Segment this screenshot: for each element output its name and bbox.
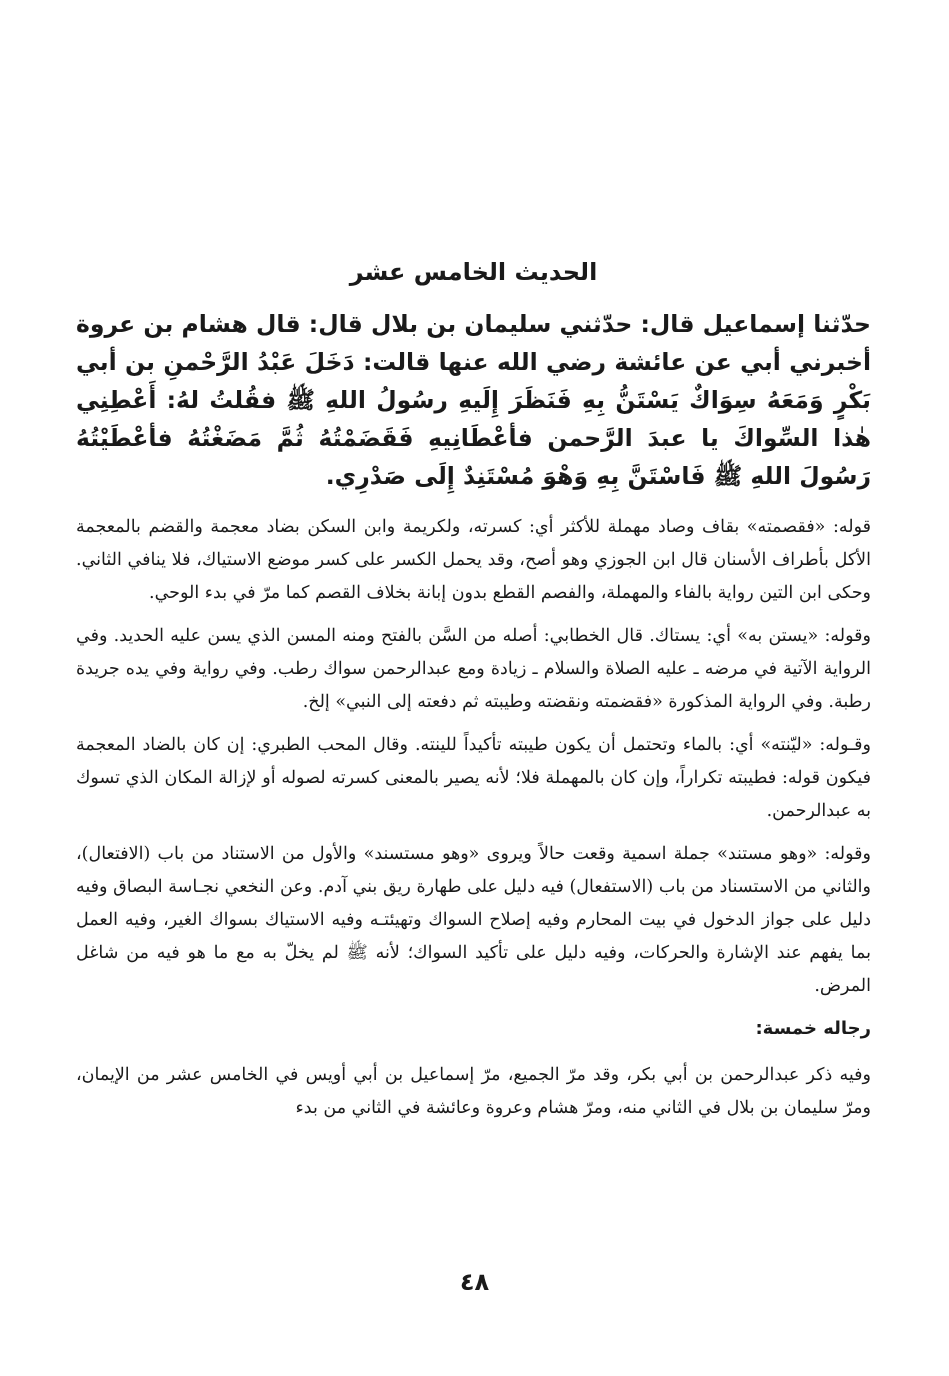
commentary-paragraph: وقوله: «يستن به» أي: يستاك. قال الخطابي: أصله من السَّن بالفتح ومنه المسن الذي يسن عليه الحديد. وفي الرواية الآتية في مرضه ـ عليه الصلاة والسلام ـ زيادة ومع عبدالرحمن سواك رطب. وفي رواية وفي يده جريدة رطبة. وفي الرواية المذكورة «فقضمته ونقضته وطيبته ثم دفعته إلى النبي» إلخ. xyxy=(76,626,871,712)
chapter-heading: الحديث الخامس عشر xyxy=(349,258,598,286)
commentary-paragraph: وقوله: «وهو مستند» جملة اسمية وقعت حالاً ويروى «وهو مستسند» والأول من الاستناد من باب (الافتعال)، والثاني من الاستسناد من باب (الاستفعال) فيه دليل على طهارة ريق بني آدم. وعن النخعي نجـاسة البصاق وفيه دليل على جواز الدخول في بيت المحارم وفيه إصلاح السواك وتهيئتـه وفيه الاستياك بسواك الغير، وفيه العمل بما يفهم عند الإشارة والحركات، وفيه دليل على تأكيد السواك؛ لأنه ﷺ لم يخلّ به مع ما هو فيه من شاغل المرض. xyxy=(76,844,871,996)
commentary-paragraph: وقـوله: «ليّنته» أي: بالماء وتحتمل أن يكون طيبته تأكيداً للينته. وقال المحب الطبري: إن كان بالضاد المعجمة فيكون قوله: فطيبته تكراراً، وإن كان بالمهملة فلا؛ لأنه يصير بالمعنى كسرته لصوله أو لإزالة المكان الذي تسوك به عبدالرحمن. xyxy=(76,735,871,821)
commentary-paragraph: قوله: «فقصمته» بقاف وصاد مهملة للأكثر أي: كسرته، ولكريمة وابن السكن بضاد معجمة والقضم بالمعجمة الأكل بأطراف الأسنان قال ابن الجوزي وهو أصح، وقد يحمل الكسر على كسر موضع الاستياك، فلا ينافي الثاني. وحكى ابن التين رواية بالفاء والمهملة، والفصم القطع بدون إبانة بخلاف القصم كما مرّ في بدء الوحي. xyxy=(76,517,871,603)
narrators-paragraph: وفيه ذكر عبدالرحمن بن أبي بكر، وقد مرّ الجميع، مرّ إسماعيل بن أبي أويس في الخامس عشر من الإيمان، ومرّ سليمان بن بلال في الثاني منه، ومرّ هشام وعروة وعائشة في الثاني من بدء xyxy=(76,1065,871,1118)
hadith-text: حدّثنا إسماعيل قال: حدّثني سليمان بن بلال قال: قال هشام بن عروة أخبرني أبي عن عائشة رضي الله عنها قالت: دَخَلَ عَبْدُ الرَّحْمنِ بن أبي بَكْرٍ وَمَعَهُ سِوَاكٌ يَسْتَنُّ بِهِ فَنَظَرَ إِلَيهِ رسُولُ اللهِ ﷺ فقُلتُ لهُ: أَعْطِنِي هٰذا السِّواكَ يا عبدَ الرَّحمن فأعْطَانِيهِ فَقَضَمْتُهُ ثُمَّ مَضَغْتُهُ فأعْطَيْتُهُ رَسُولَ اللهِ ﷺ فَاسْتَنَّ بِهِ وَهْوَ مُسْتَنِدٌ إِلَى صَدْرِي. xyxy=(76,310,871,490)
book-page xyxy=(76,255,871,1135)
narrators-heading: رجاله خمسة: xyxy=(755,1018,871,1039)
page-number: ٤٨ xyxy=(459,1268,490,1296)
